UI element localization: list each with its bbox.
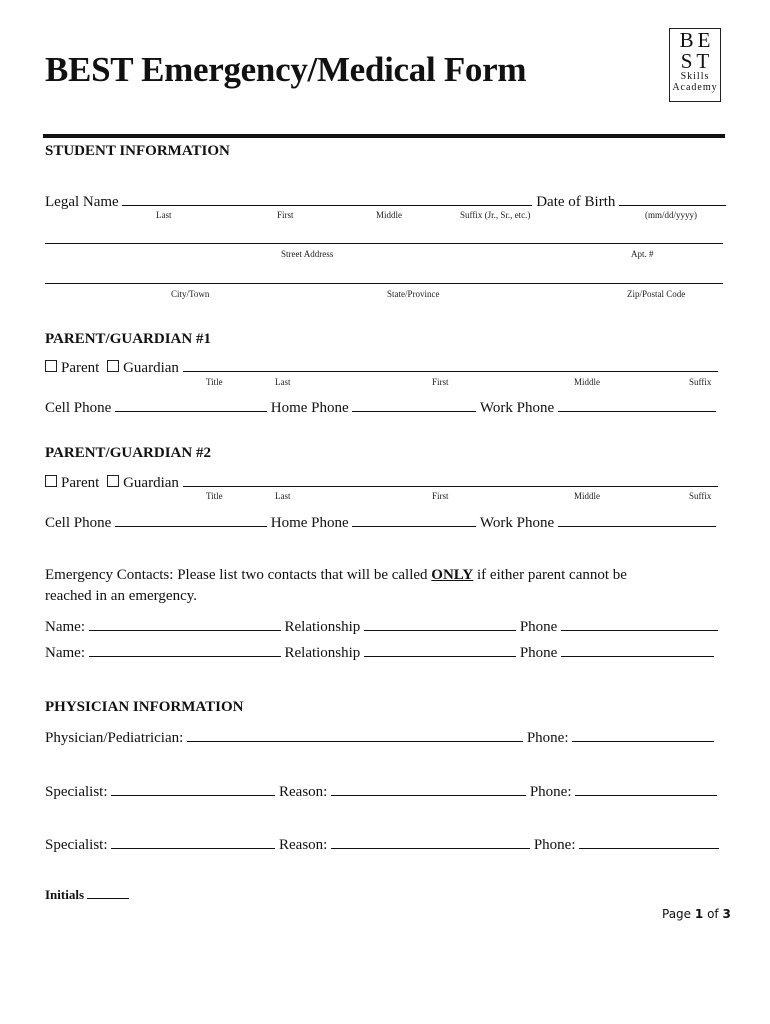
page-current: 1 bbox=[694, 907, 704, 921]
g2-sub-title: Title bbox=[206, 491, 223, 501]
specialist2-reason-label: Reason: bbox=[279, 837, 328, 853]
guardian2-parent-checkbox[interactable] bbox=[45, 475, 57, 487]
guardian1-parent-label: Parent bbox=[61, 360, 100, 376]
g1-cell-label: Cell Phone bbox=[45, 400, 112, 416]
sub-last: Last bbox=[156, 210, 172, 220]
g2-home-field[interactable] bbox=[352, 512, 476, 527]
specialist2-phone-field[interactable] bbox=[579, 834, 719, 849]
guardian1-parent-checkbox[interactable] bbox=[45, 360, 57, 372]
specialist1-phone-label: Phone: bbox=[529, 784, 572, 800]
g2-sub-middle: Middle bbox=[574, 491, 600, 501]
specialist1-field[interactable] bbox=[111, 781, 275, 796]
initials-label: Initials bbox=[45, 887, 85, 902]
g1-sub-title: Title bbox=[206, 377, 223, 387]
logo-line-2: ST bbox=[680, 49, 714, 73]
emergency-intro-emphasis: ONLY bbox=[431, 567, 474, 583]
initials-row bbox=[45, 887, 129, 903]
guardian2-name-row bbox=[45, 472, 718, 492]
g1-sub-middle: Middle bbox=[574, 377, 600, 387]
g2-sub-first: First bbox=[432, 491, 449, 501]
specialist1-label: Specialist: bbox=[45, 784, 108, 800]
emergency-intro bbox=[45, 567, 627, 584]
emergency-intro-before: Emergency Contacts: Please list two contacts that will be called bbox=[45, 567, 432, 583]
emergency-contact-row-2 bbox=[45, 642, 714, 662]
guardian2-guardian-checkbox[interactable] bbox=[107, 475, 119, 487]
guardian1-guardian-label: Guardian bbox=[123, 360, 179, 376]
sub-state: State/Province bbox=[387, 289, 440, 299]
page-title: BEST Emergency/Medical Form bbox=[45, 50, 527, 89]
physician-heading: PHYSICIAN INFORMATION bbox=[45, 699, 244, 715]
ec1-phone-label: Phone bbox=[519, 619, 558, 635]
guardian2-phone-row bbox=[45, 512, 716, 532]
g1-sub-first: First bbox=[432, 377, 449, 387]
sub-zip: Zip/Postal Code bbox=[627, 289, 686, 299]
g1-sub-suffix: Suffix bbox=[689, 377, 712, 387]
city-state-zip-field[interactable] bbox=[45, 283, 723, 284]
guardian2-parent-label: Parent bbox=[61, 475, 100, 491]
dob-field[interactable] bbox=[619, 191, 726, 206]
guardian1-name-field[interactable] bbox=[183, 357, 718, 372]
specialist-row-2 bbox=[45, 834, 719, 854]
g2-sub-suffix: Suffix bbox=[689, 491, 712, 501]
sub-suffix: Suffix (Jr., Sr., etc.) bbox=[460, 210, 531, 220]
specialist1-phone-field[interactable] bbox=[575, 781, 717, 796]
specialist2-phone-label: Phone: bbox=[533, 837, 576, 853]
guardian1-heading: PARENT/GUARDIAN #1 bbox=[45, 331, 211, 347]
guardian2-name-field[interactable] bbox=[183, 472, 718, 487]
g2-work-label: Work Phone bbox=[479, 515, 555, 531]
ec1-name-field[interactable] bbox=[89, 616, 281, 631]
guardian1-phone-row bbox=[45, 397, 716, 417]
specialist-row-1 bbox=[45, 781, 717, 801]
g2-cell-field[interactable] bbox=[115, 512, 267, 527]
g2-home-label: Home Phone bbox=[270, 515, 349, 531]
specialist2-field[interactable] bbox=[111, 834, 275, 849]
sub-street: Street Address bbox=[281, 249, 334, 259]
ec2-relationship-field[interactable] bbox=[364, 642, 516, 657]
ec2-name-field[interactable] bbox=[89, 642, 281, 657]
ec2-name-label: Name: bbox=[45, 645, 85, 661]
g1-work-field[interactable] bbox=[558, 397, 716, 412]
sub-apt: Apt. # bbox=[631, 249, 654, 259]
guardian2-guardian-label: Guardian bbox=[123, 475, 179, 491]
guardian2-heading: PARENT/GUARDIAN #2 bbox=[45, 445, 211, 461]
page-word: Page bbox=[662, 907, 692, 921]
specialist1-reason-field[interactable] bbox=[331, 781, 526, 796]
sub-first: First bbox=[277, 210, 294, 220]
g1-home-label: Home Phone bbox=[270, 400, 349, 416]
header-rule bbox=[43, 134, 725, 138]
g1-work-label: Work Phone bbox=[479, 400, 555, 416]
physician-phone-label: Phone: bbox=[526, 730, 569, 746]
legal-name-label: Legal Name bbox=[45, 194, 119, 210]
g2-work-field[interactable] bbox=[558, 512, 716, 527]
page-of: of bbox=[707, 907, 719, 921]
logo-line-3: Skills bbox=[680, 71, 710, 82]
ec2-phone-field[interactable] bbox=[561, 642, 714, 657]
specialist2-label: Specialist: bbox=[45, 837, 108, 853]
g2-sub-last: Last bbox=[275, 491, 291, 501]
best-logo bbox=[669, 28, 721, 102]
physician-label: Physician/Pediatrician: bbox=[45, 730, 184, 746]
dob-label: Date of Birth bbox=[536, 194, 616, 210]
specialist2-reason-field[interactable] bbox=[331, 834, 530, 849]
g1-home-field[interactable] bbox=[352, 397, 476, 412]
legal-name-field[interactable] bbox=[122, 191, 532, 206]
ec2-phone-label: Phone bbox=[519, 645, 558, 661]
physician-field[interactable] bbox=[187, 727, 523, 742]
ec1-name-label: Name: bbox=[45, 619, 85, 635]
specialist1-reason-label: Reason: bbox=[279, 784, 328, 800]
initials-field[interactable] bbox=[87, 887, 129, 899]
ec2-relationship-label: Relationship bbox=[284, 645, 361, 661]
guardian1-guardian-checkbox[interactable] bbox=[107, 360, 119, 372]
page-total: 3 bbox=[722, 907, 731, 921]
logo-line-4: Academy bbox=[672, 82, 718, 93]
legal-name-row bbox=[45, 191, 726, 211]
g1-cell-field[interactable] bbox=[115, 397, 267, 412]
g1-sub-last: Last bbox=[275, 377, 291, 387]
emergency-contact-row-1 bbox=[45, 616, 718, 636]
sub-city: City/Town bbox=[171, 289, 210, 299]
ec1-phone-field[interactable] bbox=[561, 616, 718, 631]
student-info-heading: STUDENT INFORMATION bbox=[45, 143, 230, 159]
sub-dob-format: (mm/dd/yyyy) bbox=[645, 210, 697, 220]
page-indicator bbox=[662, 907, 731, 921]
logo-line-1: BE bbox=[679, 28, 715, 52]
guardian1-name-row bbox=[45, 357, 718, 377]
ec1-relationship-label: Relationship bbox=[284, 619, 361, 635]
physician-phone-field[interactable] bbox=[572, 727, 714, 742]
ec1-relationship-field[interactable] bbox=[364, 616, 516, 631]
physician-row bbox=[45, 727, 714, 747]
street-address-field[interactable] bbox=[45, 243, 723, 244]
emergency-intro-after: if either parent cannot be bbox=[473, 567, 627, 583]
sub-middle: Middle bbox=[376, 210, 402, 220]
g2-cell-label: Cell Phone bbox=[45, 515, 112, 531]
emergency-intro-line2: reached in an emergency. bbox=[45, 588, 197, 604]
